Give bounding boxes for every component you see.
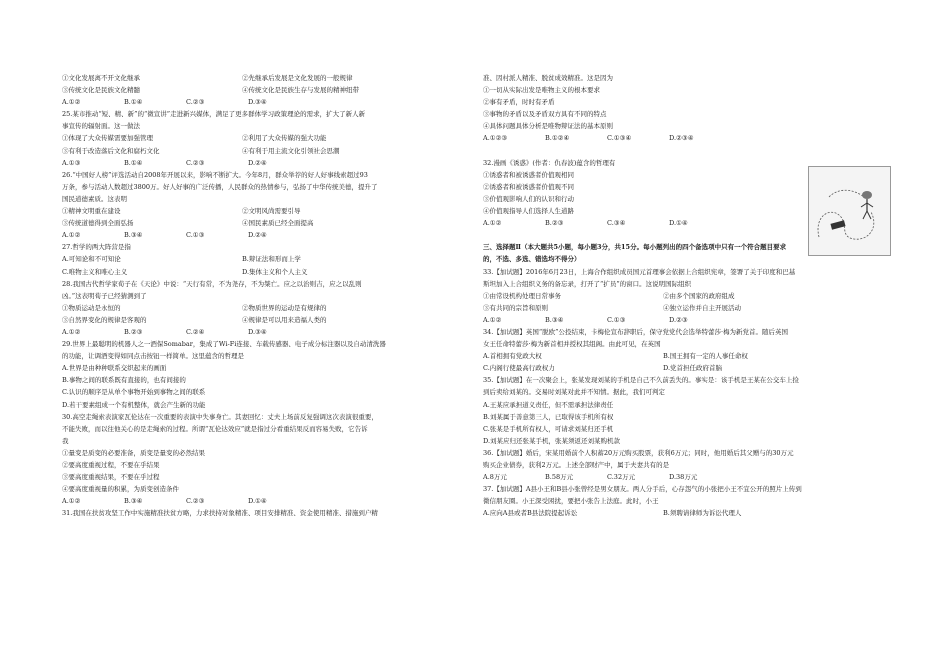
option-text: B.③④ <box>124 497 143 506</box>
option-text: ④传统文化是民族生存与发展的精神纽带 <box>242 86 359 95</box>
text-line: ②诱惑者和被诱惑者价值观不同 <box>483 182 574 191</box>
text-line: 事宣传的辐射面。这一做法 <box>62 122 140 131</box>
option-row <box>483 507 883 519</box>
option-text: C.①③ <box>607 315 626 324</box>
option-row <box>62 253 462 265</box>
option-text: B.①④ <box>124 98 143 107</box>
option-row <box>483 302 883 314</box>
option-text: C.内阁行使最高行政权力 <box>483 364 555 373</box>
option-text: C.①③ <box>186 231 205 240</box>
option-text: D.党首担任政府首脑 <box>663 364 723 373</box>
option-text: ①由常设机构处理日常事务 <box>483 291 561 300</box>
option-text: A.①③ <box>62 158 81 167</box>
text-line: 女王任命特蕾莎·梅为新首相并授权其组阁。由此可见，在英国 <box>483 340 661 349</box>
option-row <box>62 314 462 326</box>
option-text: ①文化发展离不开文化继承 <box>62 74 140 82</box>
option-text: B.③④ <box>545 315 564 324</box>
text-line: ③价值观影响人们的认识和行动 <box>483 194 574 203</box>
right-column <box>483 72 883 519</box>
option-text: ②物质世界的运动是有规律的 <box>242 303 327 312</box>
text-line: C.认识的顺序是从单个事物开始到事物之间的联系 <box>62 388 206 397</box>
option-text: A.①②③ <box>483 134 508 143</box>
option-row <box>483 132 883 144</box>
option-text: A.①② <box>62 327 81 336</box>
option-row <box>62 132 462 144</box>
option-text: A.①② <box>483 315 502 324</box>
text-line: ①诱惑者和被诱惑者价值观相同 <box>483 170 574 179</box>
option-text: B.③④ <box>124 231 143 240</box>
option-row <box>62 205 462 217</box>
option-text: ④规律是可以用来造福人类的 <box>242 315 327 324</box>
text-line: D.若干要素组成一个有机整体，就会产生新的功能 <box>62 400 206 409</box>
option-row <box>62 229 462 241</box>
option-row <box>62 84 462 96</box>
option-text: A.①② <box>62 231 81 240</box>
text-line: 准、因村派人精准、脱贫成效精准。这是因为 <box>483 74 613 82</box>
text-line: 34.【加试题】英国“脱欧”公投结束，卡梅伦宣布辞职后，保守党党代会选举特蕾莎·梅为新党首。随后英国 <box>483 327 789 336</box>
option-text: C.②③ <box>186 497 205 506</box>
option-row <box>62 217 462 229</box>
option-row <box>483 471 883 483</box>
text-line: 微信朋友圈。小王深受困扰，要把小张告上法庭。此时，小王 <box>483 497 659 506</box>
option-row <box>483 362 883 374</box>
text-line: 33.【加试题】2016年6月23日，上海合作组织成员国元首理事会依据上合组织宪章，签署了关于印度和巴基 <box>483 267 796 276</box>
option-text: ①精神文明重在建设 <box>62 207 121 216</box>
option-text: D.③④ <box>248 327 267 336</box>
option-row <box>62 96 462 108</box>
option-text: C.②③ <box>186 98 205 107</box>
option-text: A.8万元 <box>483 473 507 482</box>
text-line: 凶。”这表明荀子已经猜测到了 <box>62 291 147 300</box>
text-line: 25.某市推动“短、精、新”的“微宣讲”走进新兴媒体，满足了更多群体学习政策理论的需求，扩大了新人新 <box>62 110 366 119</box>
text-line: 斯坦加入上合组织义务的备忘录，打开了“扩员”的窗口。这说明国际组织 <box>483 279 692 288</box>
text-line: 35.【加试题】在一次聚会上，张某发现刘某的手机是自己不久前丢失的。事实是：该手机是王某在公交车上捡 <box>483 376 799 385</box>
text-line: 国民道德素质。这表明 <box>62 194 127 203</box>
text-line: ③要高度重视结果，不要在乎过程 <box>62 473 160 482</box>
option-text: ③有利于改造落后文化和腐朽文化 <box>62 146 160 155</box>
text-line: ④要高度重视量的积累，为质变创造条件 <box>62 485 179 494</box>
option-text: A.①② <box>62 98 81 107</box>
option-text: D.②③ <box>669 315 688 324</box>
option-text: D.①④ <box>669 219 688 228</box>
text-line: ④价值观指导人们选择人生道路 <box>483 207 574 216</box>
text-line: B.事物之间的联系既有直接的，也有间接的 <box>62 376 186 385</box>
option-text: ④独立运作并自主开展活动 <box>663 303 741 312</box>
option-text: ③有共同的宗旨和原则 <box>483 303 548 312</box>
comic-temptation-image <box>808 166 891 256</box>
option-text: D.集体主义和个人主义 <box>242 267 308 276</box>
option-row <box>483 314 883 326</box>
option-text: B.须聘请律师为诉讼代理人 <box>663 509 742 518</box>
option-text: C.32万元 <box>607 473 636 482</box>
option-text: C.唯物主义和唯心主义 <box>62 267 128 276</box>
text-line: 29.世界上最聪明的机器人之一酒保Somabar，集成了Wi-Fi连接、车载传感器、电子成分标注器以及自动清洗器 <box>62 340 386 349</box>
text-line: C.张某是手机所有权人，可请求刘某归还手机 <box>483 424 614 433</box>
text-line: 我 <box>62 436 69 445</box>
text-line: 37.【加试题】A县小王和B县小张曾经是男女朋友。两人分手后，心存怨气的小张把小王不宜公开的照片上传到 <box>483 485 802 494</box>
text-line: A.世界是由种种联系交织起来的画面 <box>62 364 167 373</box>
option-text: ②文明风尚需要引导 <box>242 207 301 216</box>
text-line: 万条，参与活动人数超过3800万。好人好事的广泛传播，人民群众的热情参与，弘扬了中华传统美德，提升了 <box>62 182 378 191</box>
option-row <box>62 157 462 169</box>
option-row <box>483 350 883 362</box>
text-line: 三、选择题Ⅱ（本大题共5小题，每小题3分，共15分。每小题列出的四个备选项中只有一个符合题目要求 <box>483 243 787 252</box>
option-text: A.应向A县或者B县法院提起诉讼 <box>483 509 578 518</box>
comic-drawing <box>809 167 890 255</box>
text-line: ③事物的矛盾以及矛盾双方具有不同的特点 <box>483 110 607 119</box>
text-line: ②事有矛盾，时时有矛盾 <box>483 98 555 107</box>
option-text: B.辩证法和形而上学 <box>242 255 301 264</box>
option-text: D.②③④ <box>669 134 694 143</box>
option-text: ①物质运动是永恒的 <box>62 303 121 312</box>
text-line: ①一切从实际出发是唯物主义的根本要求 <box>483 86 600 95</box>
option-text: D.①④ <box>248 497 267 506</box>
option-text: A.①② <box>483 219 502 228</box>
option-text: C.②③ <box>186 158 205 167</box>
option-text: ②由多个国家的政府组成 <box>663 291 735 300</box>
option-text: C.①③④ <box>607 134 632 143</box>
text-line: A.王某应承担道义责任，但不需承担法律责任 <box>483 400 614 409</box>
text-line: 不能失败，而以往他关心的是走绳索的过程。所谓“瓦伦达效应”就是指过分看重结果反而容易失败，它告诉 <box>62 424 368 433</box>
option-text: ③自然界变化的规律是客观的 <box>62 315 147 324</box>
option-text: D.③④ <box>248 98 267 107</box>
option-text: ③传统文化是民族文化精髓 <box>62 86 140 95</box>
text-line: 27.哲学的两大阵营是指 <box>62 243 131 252</box>
option-row <box>62 72 462 84</box>
option-text: ②先继承后发展是文化发展的一般规律 <box>242 74 353 82</box>
option-row <box>62 266 462 278</box>
text-line: ①量变是质变的必要准备，质变是量变的必然结果 <box>62 448 205 457</box>
text-line: 28.我国古代哲学家荀子在《天论》中说：“天行有常，不为尧存，不为桀亡。应之以治则吉，应之以乱则 <box>62 279 362 288</box>
text-line: 到后卖给刘某的。交易时刘某对此并不知情。据此，我们可判定 <box>483 388 665 397</box>
text-line: D.刘某应归还张某手机，张某须返还刘某购机款 <box>483 436 621 445</box>
option-text: D.②④ <box>248 231 267 240</box>
text-line: 32.漫画《诱惑》(作者：仇春波)蕴含的哲理有 <box>483 158 616 167</box>
option-text: ①体现了大众传媒需要加强管理 <box>62 134 153 143</box>
left-column <box>62 72 462 519</box>
text-line: 26.“中国好人榜”评选活动自2008年开展以来，影响不断扩大。今年8月，群众举荐的好人好事线索超过93 <box>62 170 368 179</box>
option-text: A.可知论和不可知论 <box>62 255 121 264</box>
option-text: B.①④ <box>124 158 143 167</box>
option-text: ④有利于用主流文化引领社会思潮 <box>242 146 340 155</box>
text-line: B.刘某属于善意第三人，已取得该手机所有权 <box>483 412 614 421</box>
option-text: ④国民素质已经全面提高 <box>242 219 314 228</box>
option-text: B.②③ <box>545 219 564 228</box>
option-text: C.③④ <box>607 219 626 228</box>
option-row <box>62 495 462 507</box>
option-row <box>483 290 883 302</box>
option-text: B.①②④ <box>545 134 570 143</box>
option-row <box>62 326 462 338</box>
option-text: B.58万元 <box>545 473 574 482</box>
text-line: 购买企业债券，获利2万元。上述全部财产中，属于夫妻共有的是 <box>483 461 670 469</box>
option-text: ②利用了大众传媒的强大功能 <box>242 134 327 143</box>
option-row <box>62 145 462 157</box>
option-text: C.②④ <box>186 327 205 336</box>
option-text: D.②④ <box>248 158 267 167</box>
text-line: 36.【加试题】婚后，宋某用婚前个人积蓄20万元购买股票，获利6万元；同时，他用婚后其父赠与的30万元 <box>483 448 794 457</box>
text-line: 的，不选、多选、错选均不得分） <box>483 255 581 264</box>
text-line: 的功能，让调酒变得如同点击按钮一样简单。这里蕴含的哲理是 <box>62 352 244 361</box>
option-text: A.①② <box>62 497 81 506</box>
option-text: ③传统道德得到全面弘扬 <box>62 219 134 228</box>
text-line: 31.我国在扶贫攻坚工作中实施精准扶贫方略，力求扶持对象精准、项目安排精准、资金使用精准、措施到户精 <box>62 509 378 518</box>
text-line: ②要高度重视过程，不要在乎结果 <box>62 461 160 469</box>
text-line: ④具体问题具体分析是唯物辩证法的基本原则 <box>483 122 613 131</box>
spacer <box>483 145 883 157</box>
option-text: B.国王拥有一定的人事任命权 <box>663 352 748 361</box>
option-row <box>62 302 462 314</box>
option-text: A.首相拥有党政大权 <box>483 352 542 361</box>
option-text: B.②③ <box>124 327 143 336</box>
option-text: D.38万元 <box>669 473 698 482</box>
text-line: 30.高空走绳索表演家瓦伦达在一次重要的表演中失事身亡。其妻回忆：丈夫上场前反复强调这次表演很重要， <box>62 412 378 421</box>
